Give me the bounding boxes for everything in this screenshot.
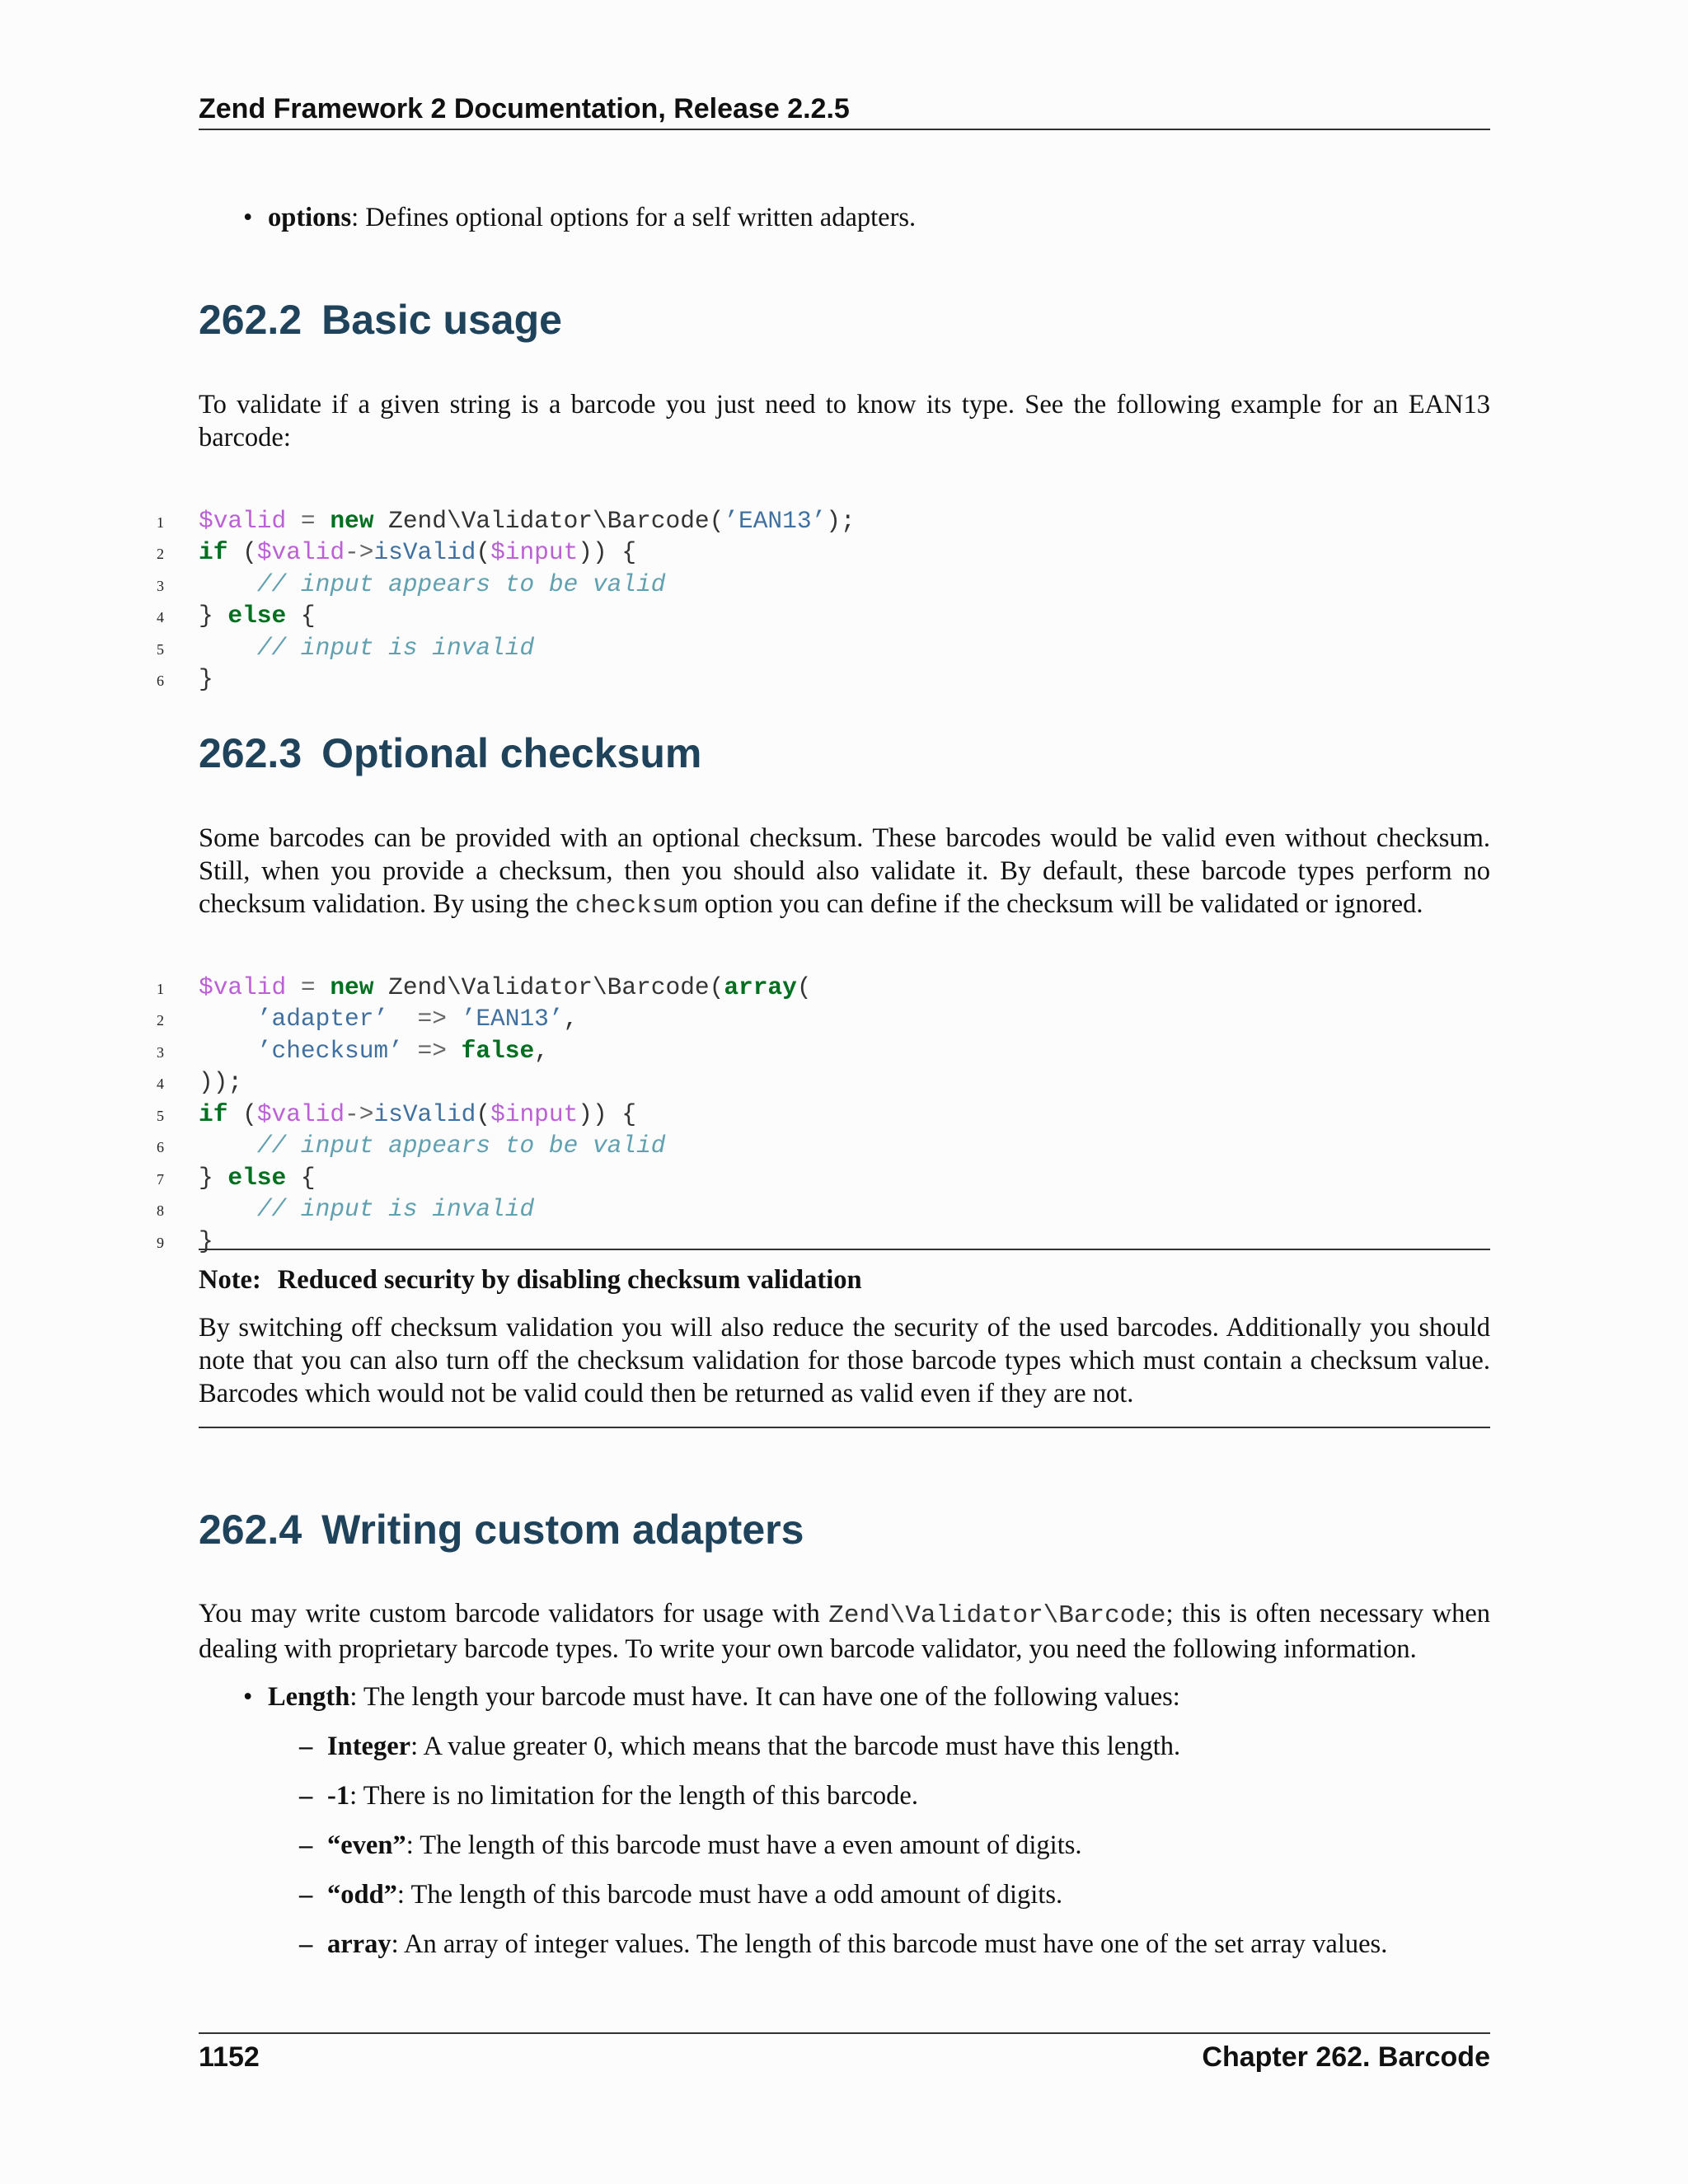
note-box bbox=[199, 1249, 1490, 1428]
paragraph-text: You may write custom barcode validators for usage with bbox=[199, 1599, 820, 1629]
length-values-list bbox=[199, 1730, 1490, 1977]
bullet-term: Length bbox=[268, 1682, 350, 1712]
code-line: 1 $valid = new Zend\Validator\Barcode(array( bbox=[157, 972, 812, 1001]
code-line: 6 // input appears to be valid bbox=[157, 1132, 666, 1160]
item-text: : The length of this barcode must have a odd amount of digits. bbox=[396, 1880, 1063, 1910]
code-line: 9 } bbox=[157, 1226, 213, 1255]
options-bullet-list bbox=[199, 201, 1490, 234]
note-heading: Reduced security by disabling checksum validation bbox=[277, 1265, 862, 1295]
section-number: 262.4 bbox=[199, 1507, 302, 1553]
list-item bbox=[199, 1779, 1490, 1812]
code-line: 5 // input is invalid bbox=[157, 633, 535, 662]
code-line: 8 // input is invalid bbox=[157, 1195, 535, 1223]
inline-code-checksum: checksum bbox=[574, 892, 698, 921]
code-line: 2 ’adapter’ => ’EAN13’, bbox=[157, 1005, 579, 1033]
list-item bbox=[199, 1928, 1490, 1961]
section-title: Basic usage bbox=[321, 297, 562, 343]
item-text: : The length of this barcode must have a even amount of digits. bbox=[406, 1830, 1082, 1860]
basic-usage-paragraph: To validate if a given string is a barcode you just need to know its type. See the following example for an EAN13 barcode: bbox=[199, 390, 1490, 452]
item-text: : An array of integer values. The length of this barcode must have one of the set array values. bbox=[391, 1929, 1388, 1959]
bullet-text: : Defines optional options for a self written adapters. bbox=[351, 203, 917, 232]
section-heading-basic-usage bbox=[199, 295, 1490, 344]
running-header: Zend Framework 2 Documentation, Release 2.2.5 bbox=[199, 91, 1490, 130]
section-heading-custom-adapters bbox=[199, 1505, 1490, 1554]
item-term: Integer bbox=[327, 1732, 411, 1761]
note-text: By switching off checksum validation you will also reduce the security of the used barcodes. Additionally you should note that you can also turn off the checksum validation for those barcode types which must contain a checksum value. Barcodes which would not be valid could then be returned as valid even if they are not. bbox=[199, 1313, 1490, 1408]
code-line: 7 } else { bbox=[157, 1163, 316, 1192]
section-heading-optional-checksum bbox=[199, 729, 1490, 778]
item-term: “even” bbox=[327, 1830, 406, 1860]
section-number: 262.3 bbox=[199, 730, 302, 776]
running-footer bbox=[199, 2032, 1490, 2075]
code-line: 1 $valid = new Zend\Validator\Barcode(’EAN13’); bbox=[157, 506, 856, 535]
custom-adapters-paragraph bbox=[199, 1597, 1490, 1666]
code-line: 4 )); bbox=[157, 1068, 243, 1096]
item-text: : There is no limitation for the length of this barcode. bbox=[349, 1781, 918, 1811]
list-item bbox=[199, 1829, 1490, 1862]
code-block-basic-usage bbox=[0, 476, 1484, 757]
code-line: 5 if ($valid->isValid($input)) { bbox=[157, 1099, 637, 1128]
bullet-term: options bbox=[268, 203, 352, 232]
item-term: -1 bbox=[327, 1781, 350, 1811]
optional-checksum-paragraph bbox=[199, 822, 1490, 923]
note-title bbox=[199, 1263, 1490, 1296]
code-line: 2 if ($valid->isValid($input)) { bbox=[157, 538, 637, 566]
inline-code-class: Zend\Validator\Barcode bbox=[828, 1601, 1166, 1630]
list-item bbox=[199, 1878, 1490, 1911]
paragraph-text: option you can define if the checksum will be validated or ignored. bbox=[704, 889, 1423, 919]
chapter-title: Chapter 262. Barcode bbox=[1202, 2041, 1490, 2073]
section-title: Writing custom adapters bbox=[321, 1507, 804, 1553]
code-line: 6 } bbox=[157, 665, 213, 693]
code-line: 4 } else { bbox=[157, 602, 316, 630]
note-label: Note: bbox=[199, 1265, 261, 1295]
list-item bbox=[199, 1680, 1490, 1713]
section-number: 262.2 bbox=[199, 297, 302, 343]
code-line: 3 // input appears to be valid bbox=[157, 569, 666, 598]
page-number: 1152 bbox=[199, 2041, 260, 2073]
section-title: Optional checksum bbox=[321, 730, 702, 776]
list-item bbox=[199, 1730, 1490, 1763]
list-item bbox=[199, 201, 1490, 234]
bullet-text: : The length your barcode must have. It can have one of the following values: bbox=[349, 1682, 1180, 1712]
code-line: 3 ’checksum’ => false, bbox=[157, 1036, 549, 1065]
item-text: : A value greater 0, which means that the barcode must have this length. bbox=[410, 1732, 1181, 1761]
length-bullet-list bbox=[199, 1680, 1490, 1713]
paragraph-text: Some barcodes can be provided with an optional checksum. These barcodes would be valid even without checksum. Still, when you provide a checksum, then you should also validate it. By default, these barcode types perform no checksum validation. By using the bbox=[199, 823, 1490, 919]
item-term: array bbox=[327, 1929, 392, 1959]
item-term: “odd” bbox=[327, 1880, 397, 1910]
paragraph-text: ; this is often necessary when dealing with proprietary barcode types. To write your own barcode validator, you need the following information. bbox=[199, 1599, 1491, 1664]
